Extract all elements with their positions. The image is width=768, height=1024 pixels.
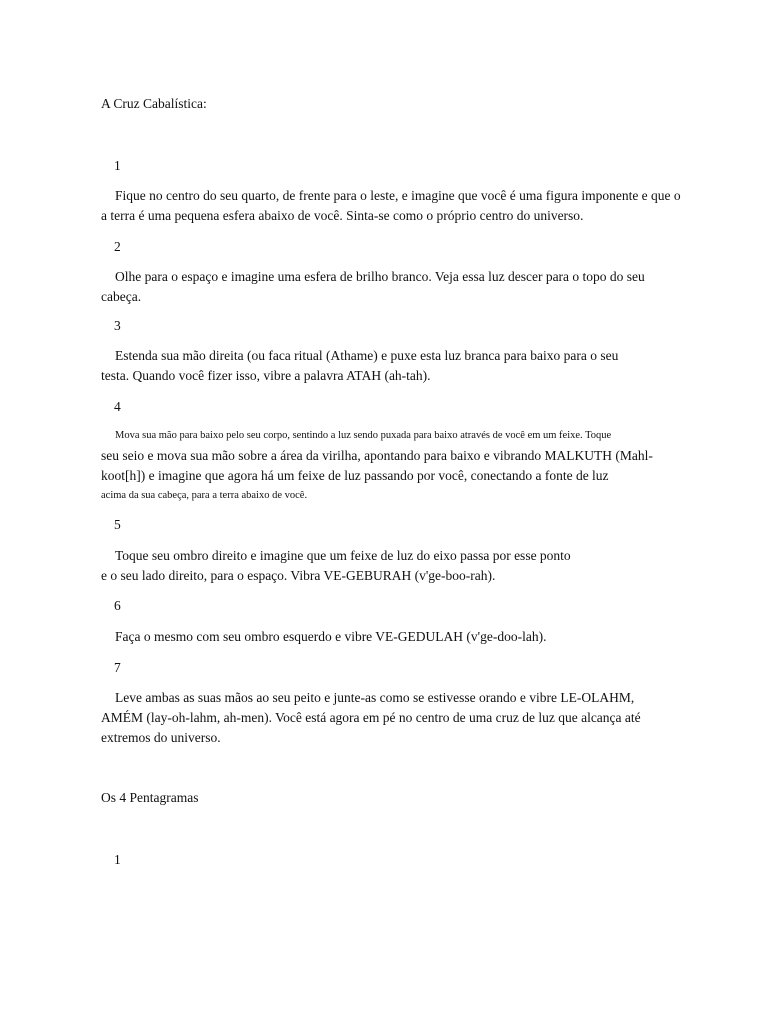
- paragraph-line: Fique no centro do seu quarto, de frente para o leste, e imagine que você é uma figura imponente e que o: [115, 188, 681, 203]
- step-paragraph: [101, 688, 711, 748]
- step-paragraph: [101, 267, 711, 307]
- paragraph-line: extremos do universo.: [101, 730, 221, 745]
- step-number: 3: [114, 318, 121, 333]
- paragraph-line: a terra é uma pequena esfera abaixo de você. Sinta-se como o próprio centro do universo.: [101, 208, 584, 223]
- paragraph-line: seu seio e mova sua mão sobre a área da virilha, apontando para baixo e vibrando MALKUTH (Mahl-: [101, 448, 653, 463]
- paragraph-line: Toque seu ombro direito e imagine que um feixe de luz do eixo passa por esse ponto: [115, 548, 571, 563]
- paragraph-line: Estenda sua mão direita (ou faca ritual (Athame) e puxe esta luz branca para baixo para o seu: [115, 348, 619, 363]
- paragraph-line: cabeça.: [101, 289, 142, 304]
- step-number: 1: [114, 158, 121, 173]
- step-paragraph: [101, 426, 711, 506]
- paragraph-line: AMÉM (lay-oh-lahm, ah-men). Você está agora em pé no centro de uma cruz de luz que alcança até: [101, 710, 641, 725]
- step-paragraph: [101, 186, 711, 226]
- paragraph-line: testa. Quando você fizer isso, vibre a palavra ATAH (ah-tah).: [101, 368, 431, 383]
- step-number: 6: [114, 598, 121, 613]
- section-title: A Cruz Cabalística:: [101, 96, 207, 111]
- paragraph-line: acima da sua cabeça, para a terra abaixo de você.: [101, 490, 308, 501]
- paragraph-line: Leve ambas as suas mãos ao seu peito e junte-as como se estivesse orando e vibre LE-OLAHM,: [115, 690, 635, 705]
- step-paragraph: [101, 627, 711, 647]
- step-paragraph: [101, 546, 711, 586]
- paragraph-line: koot[h]) e imagine que agora há um feixe de luz passando por você, conectando a fonte de luz: [101, 468, 609, 483]
- paragraph-line: Faça o mesmo com seu ombro esquerdo e vibre VE-GEDULAH (v'ge-doo-lah).: [115, 629, 547, 644]
- step-number: 1: [114, 852, 121, 867]
- step-paragraph: [101, 346, 711, 386]
- step-number: 7: [114, 660, 121, 675]
- step-number: 2: [114, 239, 121, 254]
- paragraph-line: Olhe para o espaço e imagine uma esfera de brilho branco. Veja essa luz descer para o topo do seu: [115, 269, 645, 284]
- step-number: 4: [114, 399, 121, 414]
- paragraph-line: e o seu lado direito, para o espaço. Vibra VE-GEBURAH (v'ge-boo-rah).: [101, 568, 496, 583]
- section-title: Os 4 Pentagramas: [101, 790, 199, 805]
- step-number: 5: [114, 517, 121, 532]
- paragraph-line: Mova sua mão para baixo pelo seu corpo, sentindo a luz sendo puxada para baixo através de você em um feixe. Toque: [115, 430, 612, 441]
